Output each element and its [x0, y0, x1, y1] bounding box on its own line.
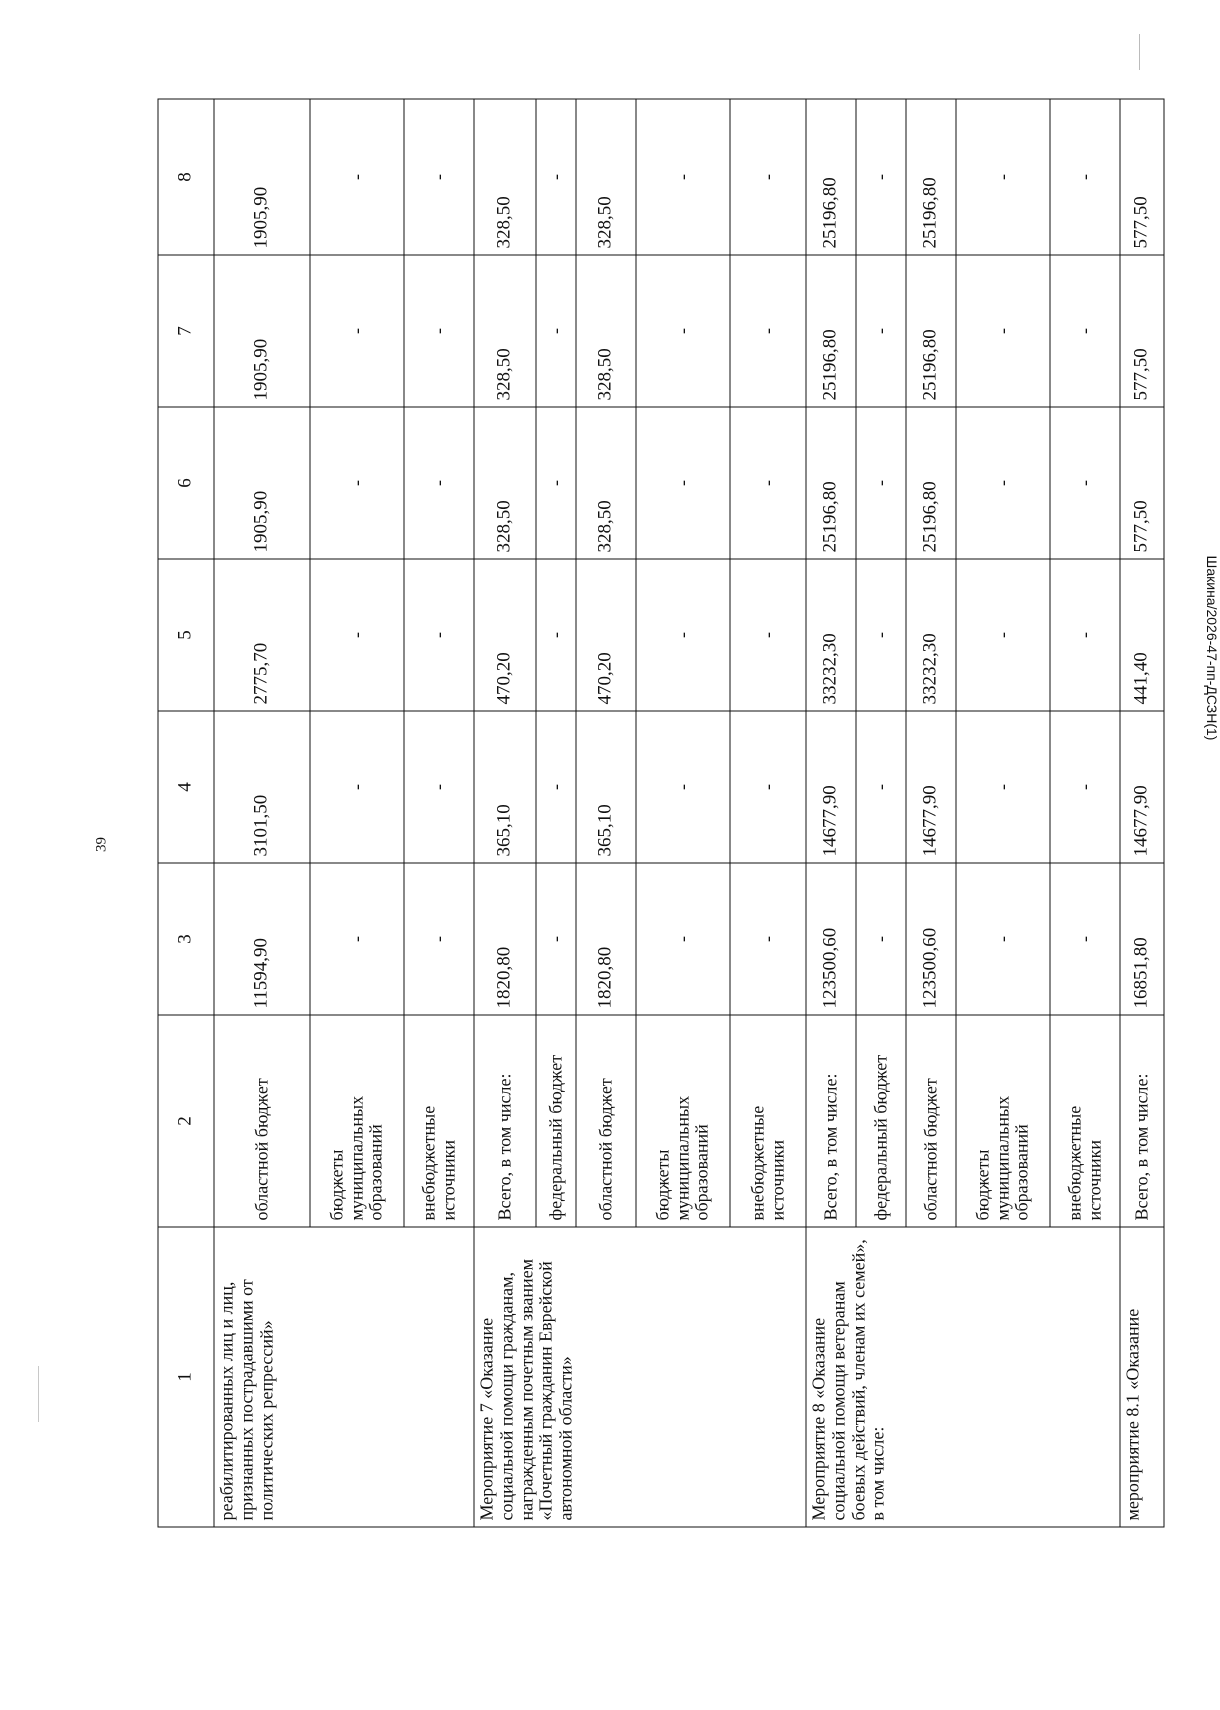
- value-cell: 365,10: [474, 711, 536, 863]
- value-cell: -: [1050, 407, 1120, 559]
- value-cell: 25196,80: [806, 407, 856, 559]
- funding-source-cell: областной бюджет: [576, 1015, 636, 1227]
- funding-source-cell: областной бюджет: [214, 1015, 310, 1227]
- value-cell: -: [856, 255, 906, 407]
- scan-edge-mark: [38, 1366, 39, 1422]
- funding-source-cell: областной бюджет: [906, 1015, 956, 1227]
- table-row: [214, 99, 310, 1527]
- document-code: Шакина/2026-47-пп-ДСЗН(1): [1204, 555, 1220, 741]
- program-item-cell: мероприятие 8.1 «Оказание: [1120, 1227, 1164, 1527]
- column-header: 2: [158, 1015, 214, 1227]
- value-cell: -: [536, 99, 576, 255]
- funding-source-cell: Всего, в том числе:: [806, 1015, 856, 1227]
- column-header: 3: [158, 863, 214, 1015]
- value-cell: -: [404, 99, 474, 255]
- value-cell: 123500,60: [806, 863, 856, 1015]
- header-row: [158, 99, 214, 1527]
- value-cell: -: [404, 559, 474, 711]
- value-cell: 328,50: [576, 255, 636, 407]
- value-cell: -: [956, 99, 1050, 255]
- value-cell: 470,20: [474, 559, 536, 711]
- funding-source-cell: бюджеты муниципальных образований: [310, 1015, 404, 1227]
- value-cell: -: [310, 711, 404, 863]
- value-cell: 14677,90: [806, 711, 856, 863]
- value-cell: -: [1050, 99, 1120, 255]
- value-cell: 577,50: [1120, 99, 1164, 255]
- value-cell: -: [956, 255, 1050, 407]
- funding-source-cell: федеральный бюджет: [536, 1015, 576, 1227]
- value-cell: -: [404, 711, 474, 863]
- funding-source-cell: бюджеты муниципальных образований: [956, 1015, 1050, 1227]
- value-cell: 3101,50: [214, 711, 310, 863]
- column-header: 7: [158, 255, 214, 407]
- value-cell: -: [310, 863, 404, 1015]
- value-cell: 577,50: [1120, 255, 1164, 407]
- funding-source-cell: Всего, в том числе:: [474, 1015, 536, 1227]
- value-cell: -: [404, 255, 474, 407]
- page-number: 39: [93, 837, 110, 852]
- program-item-cell: Мероприятие 8 «Оказание социальной помощи ветеранам боевых действий, членам их семей», в том числе:: [806, 1227, 1120, 1527]
- value-cell: 1820,80: [474, 863, 536, 1015]
- value-cell: 1905,90: [214, 407, 310, 559]
- value-cell: -: [956, 863, 1050, 1015]
- scan-edge-mark: [1139, 34, 1140, 70]
- value-cell: -: [1050, 711, 1120, 863]
- table-row: [806, 99, 856, 1527]
- value-cell: -: [730, 711, 806, 863]
- table-row: [1120, 99, 1164, 1527]
- column-header: 4: [158, 711, 214, 863]
- value-cell: 25196,80: [806, 99, 856, 255]
- column-header: 6: [158, 407, 214, 559]
- value-cell: -: [1050, 255, 1120, 407]
- value-cell: -: [730, 407, 806, 559]
- value-cell: -: [310, 559, 404, 711]
- value-cell: 33232,30: [906, 559, 956, 711]
- value-cell: 16851,80: [1120, 863, 1164, 1015]
- value-cell: -: [636, 559, 730, 711]
- funding-source-cell: бюджеты муниципальных образований: [636, 1015, 730, 1227]
- value-cell: -: [1050, 863, 1120, 1015]
- value-cell: -: [856, 559, 906, 711]
- value-cell: 328,50: [474, 99, 536, 255]
- value-cell: -: [956, 407, 1050, 559]
- value-cell: -: [636, 407, 730, 559]
- funding-source-cell: внебюджетные источники: [730, 1015, 806, 1227]
- funding-source-cell: федеральный бюджет: [856, 1015, 906, 1227]
- value-cell: 25196,80: [806, 255, 856, 407]
- value-cell: 25196,80: [906, 407, 956, 559]
- value-cell: 1820,80: [576, 863, 636, 1015]
- value-cell: 328,50: [576, 99, 636, 255]
- funding-source-cell: внебюджетные источники: [404, 1015, 474, 1227]
- value-cell: -: [730, 863, 806, 1015]
- value-cell: -: [636, 99, 730, 255]
- value-cell: -: [536, 255, 576, 407]
- value-cell: -: [536, 863, 576, 1015]
- value-cell: 470,20: [576, 559, 636, 711]
- value-cell: -: [956, 559, 1050, 711]
- value-cell: 441,40: [1120, 559, 1164, 711]
- program-item-cell: реабилитированных лиц и лиц, признанных пострадавшими от политических репрессий»: [214, 1227, 474, 1527]
- value-cell: -: [404, 863, 474, 1015]
- value-cell: 14677,90: [1120, 711, 1164, 863]
- funding-source-cell: Всего, в том числе:: [1120, 1015, 1164, 1227]
- value-cell: -: [310, 99, 404, 255]
- value-cell: -: [730, 255, 806, 407]
- value-cell: 1905,90: [214, 99, 310, 255]
- value-cell: -: [536, 559, 576, 711]
- value-cell: -: [404, 407, 474, 559]
- value-cell: 123500,60: [906, 863, 956, 1015]
- column-header: 1: [158, 1227, 214, 1527]
- value-cell: -: [1050, 559, 1120, 711]
- funding-source-cell: внебюджетные источники: [1050, 1015, 1120, 1227]
- value-cell: 365,10: [576, 711, 636, 863]
- value-cell: -: [310, 255, 404, 407]
- value-cell: -: [310, 407, 404, 559]
- value-cell: -: [956, 711, 1050, 863]
- budget-table-container: [158, 99, 1152, 1527]
- value-cell: -: [636, 711, 730, 863]
- program-item-cell: Мероприятие 7 «Оказание социальной помощи гражданам, награжденным почетным званием «Почетный гражданин Еврейской автономной области»: [474, 1227, 806, 1527]
- budget-table: [158, 98, 1165, 1527]
- value-cell: -: [730, 559, 806, 711]
- value-cell: -: [636, 863, 730, 1015]
- value-cell: 11594,90: [214, 863, 310, 1015]
- value-cell: 577,50: [1120, 407, 1164, 559]
- column-header: 8: [158, 99, 214, 255]
- value-cell: 2775,70: [214, 559, 310, 711]
- value-cell: 1905,90: [214, 255, 310, 407]
- value-cell: 14677,90: [906, 711, 956, 863]
- value-cell: -: [536, 407, 576, 559]
- value-cell: 25196,80: [906, 255, 956, 407]
- value-cell: 328,50: [474, 255, 536, 407]
- value-cell: -: [856, 99, 906, 255]
- value-cell: -: [636, 255, 730, 407]
- value-cell: 33232,30: [806, 559, 856, 711]
- value-cell: 328,50: [576, 407, 636, 559]
- table-row: [474, 99, 536, 1527]
- value-cell: -: [856, 407, 906, 559]
- value-cell: -: [536, 711, 576, 863]
- value-cell: -: [856, 711, 906, 863]
- column-header: 5: [158, 559, 214, 711]
- value-cell: 25196,80: [906, 99, 956, 255]
- value-cell: -: [730, 99, 806, 255]
- value-cell: 328,50: [474, 407, 536, 559]
- value-cell: -: [856, 863, 906, 1015]
